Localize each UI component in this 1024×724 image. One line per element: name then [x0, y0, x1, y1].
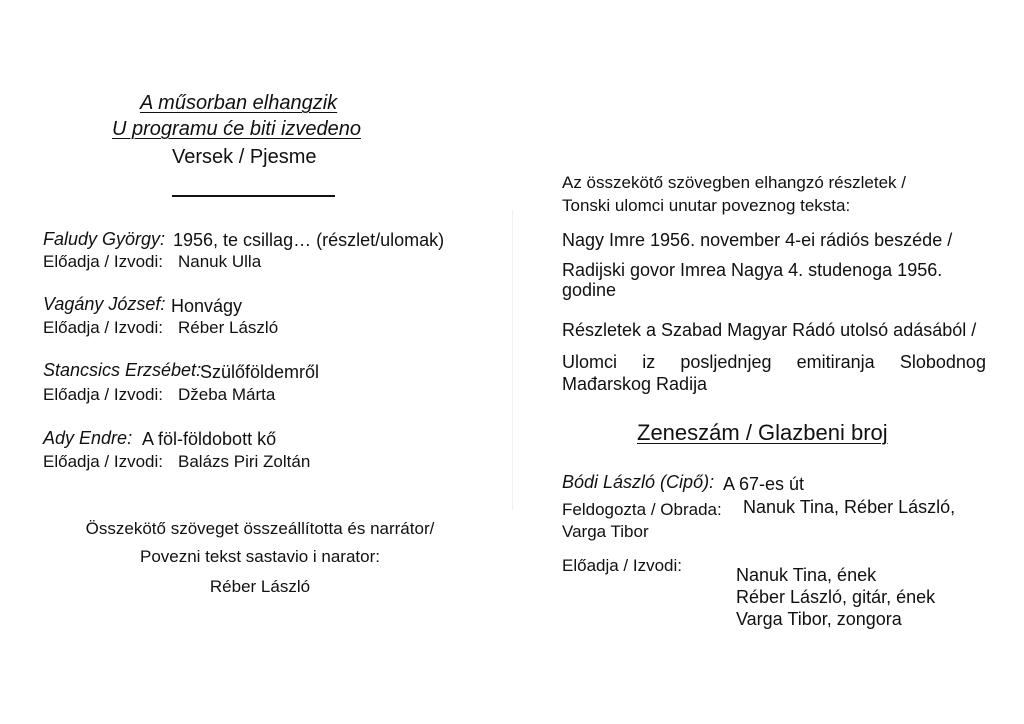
- credits-line-1: Összekötő szöveget összeállította és narrátor/: [85, 519, 435, 538]
- entry-2-performer: Réber László: [178, 318, 279, 337]
- song-performer-1: Nanuk Tina, ének: [736, 565, 877, 585]
- credits-narrator: Réber László: [209, 577, 311, 596]
- excerpt-2-word: iz: [642, 352, 656, 372]
- excerpt-1-line-1: Nagy Imre 1956. november 4-ei rádiós beszéde /: [562, 230, 953, 250]
- entry-1-title: 1956, te csillag… (részlet/ulomak): [173, 230, 445, 250]
- entry-1-author: Faludy György:: [43, 229, 166, 249]
- entry-3-author: Stancsics Erzsébet:: [43, 360, 202, 380]
- excerpt-2-line-3: Mađarskog Radija: [562, 374, 708, 394]
- excerpt-1-line-3: godine: [562, 280, 617, 300]
- music-heading: Zeneszám / Glazbeni broj: [637, 420, 888, 445]
- entry-1-performer: Nanuk Ulla: [178, 252, 262, 271]
- entry-4-performer: Balázs Piri Zoltán: [178, 452, 311, 471]
- heading-hu: A műsorban elhangzik: [140, 92, 338, 114]
- entry-4-author: Ady Endre:: [43, 428, 133, 448]
- song-author: Bódi László (Cipő):: [562, 472, 715, 492]
- excerpt-2-line-1: Részletek a Szabad Magyar Rádó utolsó adásából /: [562, 320, 977, 340]
- heading-divider: [172, 195, 335, 197]
- excerpt-2-word: Slobodnog: [899, 352, 986, 372]
- excerpt-2-word: emitiranja: [796, 352, 875, 372]
- song-performer-2: Réber László, gitár, ének: [736, 587, 936, 607]
- entry-4-performer-label: Előadja / Izvodi:: [43, 452, 164, 471]
- entry-3-performer-label: Előadja / Izvodi:: [43, 385, 164, 404]
- credits-line-2: Povezni tekst sastavio i narator:: [139, 547, 380, 566]
- entry-1-performer-label: Előadja / Izvodi:: [43, 252, 164, 271]
- intro-line-2: Tonski ulomci unutar poveznog teksta:: [562, 196, 851, 215]
- entry-4-title: A föl-földobott kő: [142, 429, 277, 449]
- entry-2-author: Vagány József:: [43, 294, 166, 314]
- excerpt-2-word: Ulomci: [562, 352, 618, 372]
- page-divider: [512, 210, 513, 510]
- excerpt-2-word: posljednjeg: [680, 352, 772, 372]
- song-performer-label: Előadja / Izvodi:: [562, 556, 683, 575]
- arranged-label: Feldogozta / Obrada:: [562, 500, 722, 519]
- entry-2-performer-label: Előadja / Izvodi:: [43, 318, 164, 337]
- entry-2-title: Honvágy: [171, 296, 243, 316]
- intro-line-1: Az összekötő szövegben elhangzó részletek /: [562, 173, 906, 192]
- song-performer-3: Varga Tibor, zongora: [736, 609, 902, 629]
- arrangers-line-2: Varga Tibor: [562, 522, 649, 541]
- heading-hr: U programu će biti izvedeno: [112, 118, 362, 140]
- song-title: A 67-es út: [723, 474, 805, 494]
- heading-verses: Versek / Pjesme: [172, 146, 317, 168]
- entry-3-performer: Džeba Márta: [178, 385, 276, 404]
- arrangers-line-1: Nanuk Tina, Réber László,: [743, 497, 956, 517]
- excerpt-1-line-2: Radijski govor Imrea Nagya 4. studenoga 1956.: [562, 260, 943, 280]
- excerpt-2-line-2: [562, 352, 986, 373]
- entry-3-title: Szülőföldemről: [200, 362, 320, 382]
